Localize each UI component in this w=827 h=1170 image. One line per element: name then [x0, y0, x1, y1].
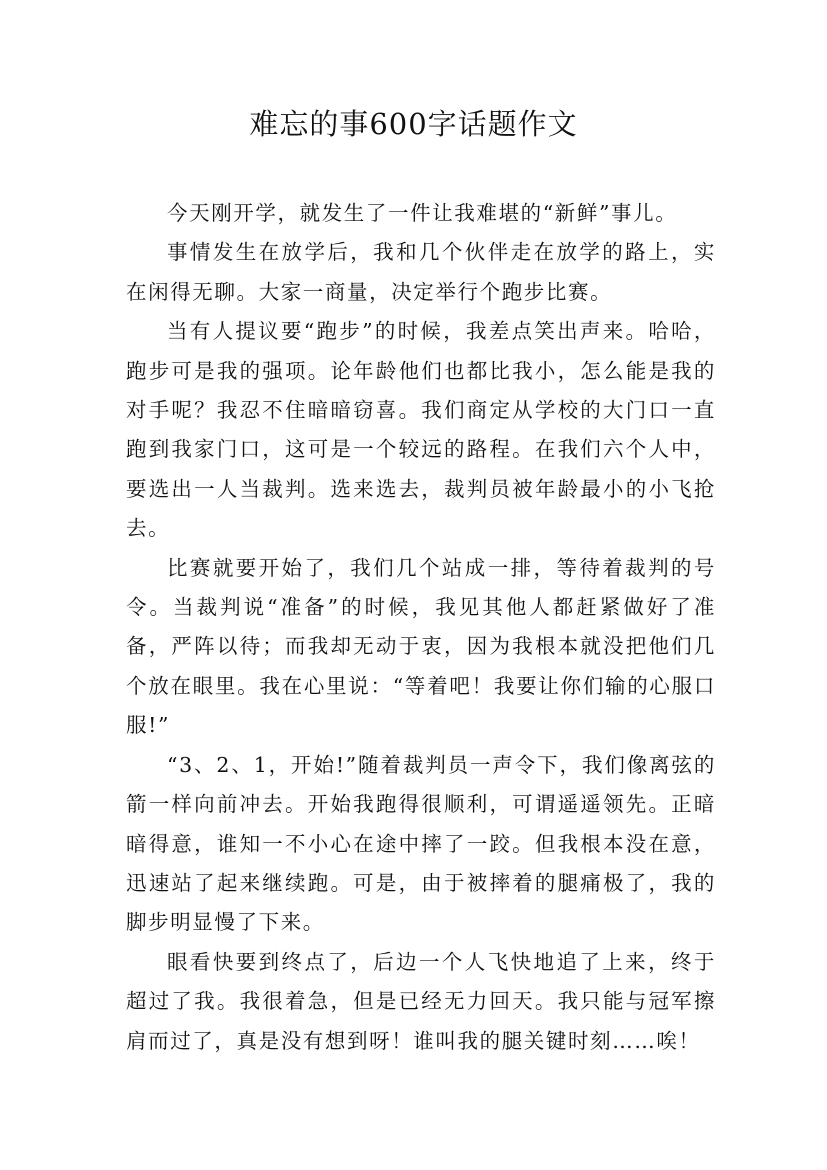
paragraph: 当有人提议要“跑步”的时候，我差点笑出声来。哈哈，跑步可是我的强项。论年龄他们也都比我小，怎么能是我的对手呢？我忍不住暗暗窃喜。我们商定从学校的大门口一直跑到我家门口，这可是一个较远的路程。在我们六个人中，要选出一人当裁判。选来选去，裁判员被年龄最小的小飞抢去。 — [126, 319, 716, 541]
document-title: 难忘的事600字话题作文 — [249, 107, 578, 141]
document-body — [126, 194, 716, 1061]
paragraph: 今天刚开学，就发生了一件让我难堪的“新鲜”事儿。 — [167, 201, 678, 225]
paragraph: 比赛就要开始了，我们几个站成一排，等待着裁判的号令。当裁判说“准备”的时候，我见其他人都赶紧做好了准备，严阵以待；而我却无动于衷，因为我根本就没把他们几个放在眼里。我在心里说：“等着吧！我要让你们输的心服口服!” — [126, 555, 716, 738]
paragraph: 事情发生在放学后，我和几个伙伴走在放学的路上，实在闲得无聊。大家一商量，决定举行个跑步比赛。 — [126, 240, 716, 304]
paragraph: “3、2、1，开始!”随着裁判员一声令下，我们像离弦的箭一样向前冲去。开始我跑得很顺利，可谓遥遥领先。正暗暗得意，谁知一不小心在途中摔了一跤。但我根本没在意，迅速站了起来继续跑。可是，由于被摔着的腿痛极了，我的脚步明显慢了下来。 — [126, 752, 716, 935]
paragraph: 眼看快要到终点了，后边一个人飞快地追了上来，终于超过了我。我很着急，但是已经无力回天。我只能与冠军擦肩而过了，真是没有想到呀！谁叫我的腿关键时刻……唉！ — [126, 949, 716, 1053]
